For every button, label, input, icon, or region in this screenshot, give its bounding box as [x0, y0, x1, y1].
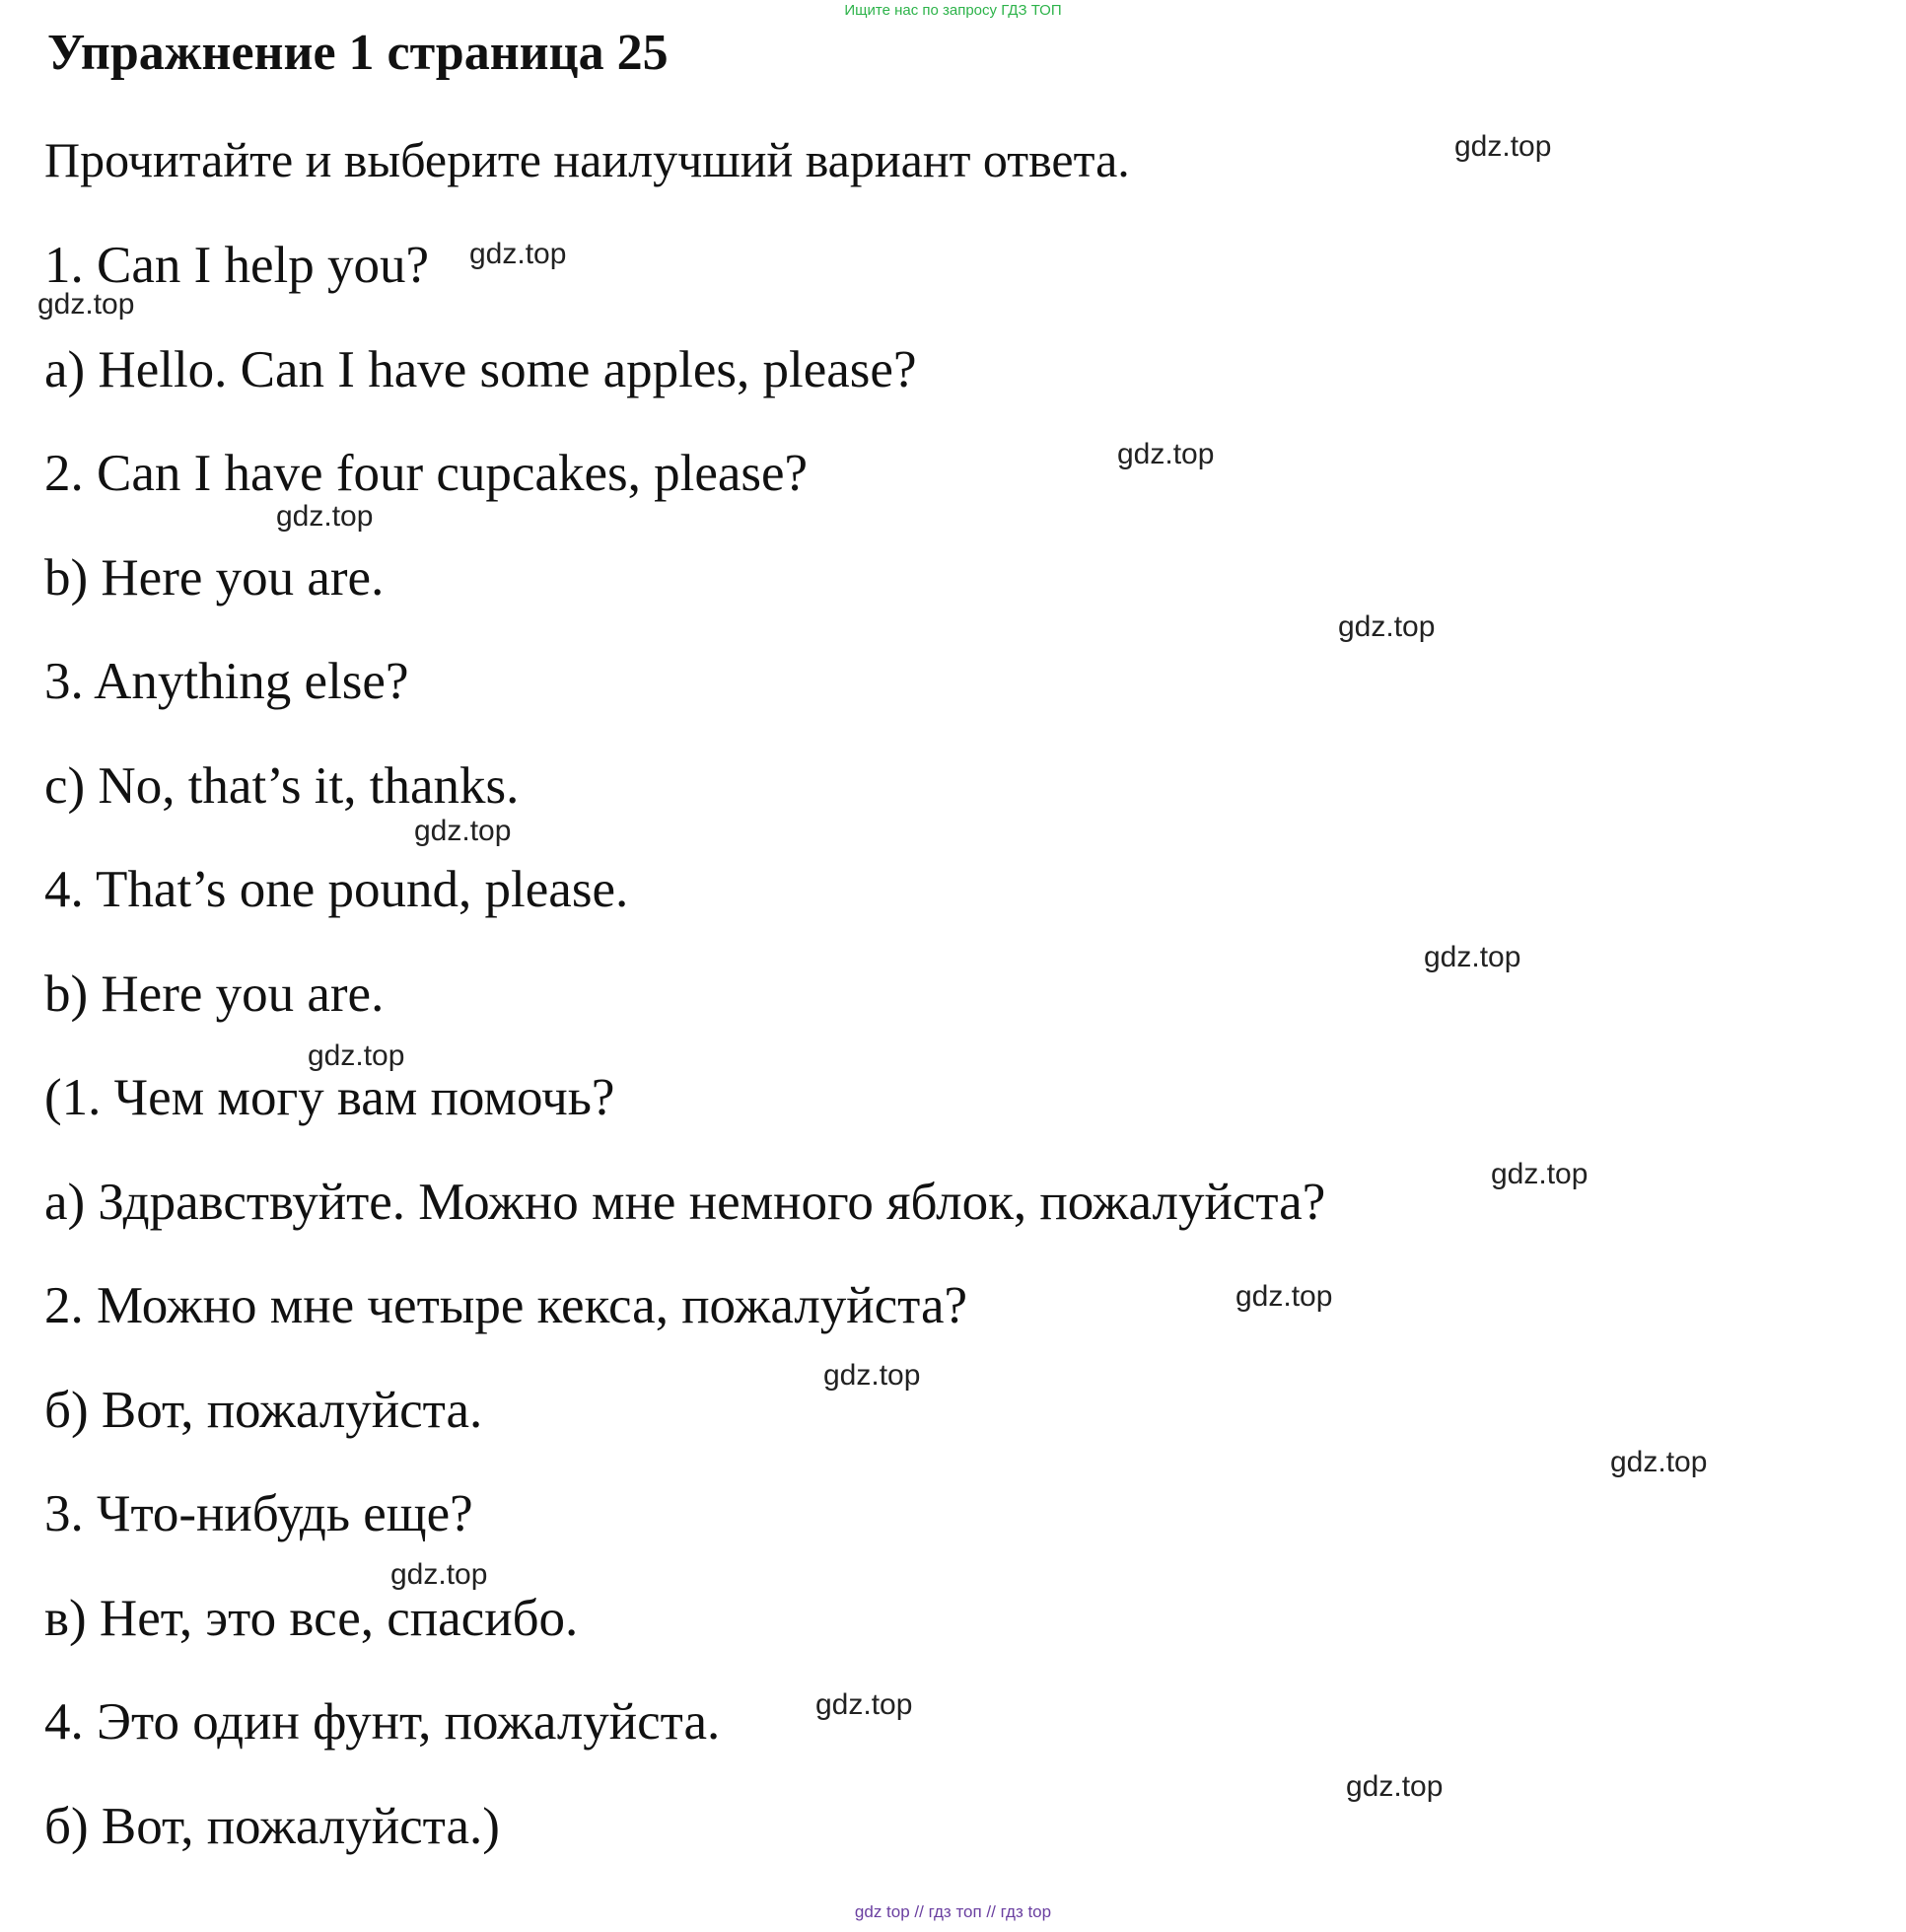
top-banner: Ищите нас по запросу ГДЗ ТОП	[844, 2, 1062, 19]
watermark: gdz.top	[469, 238, 567, 270]
russian-line-8: б) Вот, пожалуйста.)	[44, 1798, 500, 1855]
watermark: gdz.top	[1346, 1770, 1444, 1803]
watermark: gdz.top	[37, 288, 135, 321]
russian-line-2: а) Здравствуйте. Можно мне немного яблок, пожалуйста?	[44, 1174, 1326, 1231]
russian-line-5: 3. Что-нибудь еще?	[44, 1485, 473, 1542]
english-line-8: b) Here you are.	[44, 966, 385, 1023]
page-title: Упражнение 1 страница 25	[47, 25, 669, 81]
watermark: gdz.top	[815, 1688, 913, 1721]
footer-watermark: gdz top // гдз топ // гдз top	[854, 1902, 1052, 1921]
english-line-7: 4. That’s one pound, please.	[44, 861, 629, 918]
english-line-3: 2. Can I have four cupcakes, please?	[44, 445, 809, 502]
watermark: gdz.top	[1491, 1158, 1588, 1190]
watermark: gdz.top	[823, 1359, 921, 1392]
russian-line-4: б) Вот, пожалуйста.	[44, 1382, 483, 1439]
russian-line-6: в) Нет, это все, спасибо.	[44, 1590, 579, 1647]
russian-line-3: 2. Можно мне четыре кекса, пожалуйста?	[44, 1277, 968, 1334]
russian-line-7: 4. Это один фунт, пожалуйста.	[44, 1693, 721, 1751]
watermark: gdz.top	[414, 815, 512, 847]
watermark: gdz.top	[276, 500, 374, 533]
watermark: gdz.top	[1338, 610, 1436, 643]
watermark: gdz.top	[1117, 438, 1215, 470]
english-line-6: c) No, that’s it, thanks.	[44, 757, 520, 815]
english-line-1: 1. Can I help you?	[44, 237, 430, 294]
instruction-text: Прочитайте и выберите наилучший вариант ответа.	[44, 132, 1130, 187]
watermark: gdz.top	[1454, 130, 1552, 163]
english-line-4: b) Here you are.	[44, 549, 385, 607]
english-line-2: a) Hello. Can I have some apples, please?	[44, 341, 917, 398]
watermark: gdz.top	[308, 1039, 405, 1072]
russian-line-1: (1. Чем могу вам помочь?	[44, 1069, 615, 1126]
watermark: gdz.top	[1235, 1280, 1333, 1313]
watermark: gdz.top	[390, 1558, 488, 1591]
watermark: gdz.top	[1610, 1446, 1708, 1478]
watermark: gdz.top	[1424, 941, 1521, 973]
english-line-5: 3. Anything else?	[44, 653, 409, 710]
